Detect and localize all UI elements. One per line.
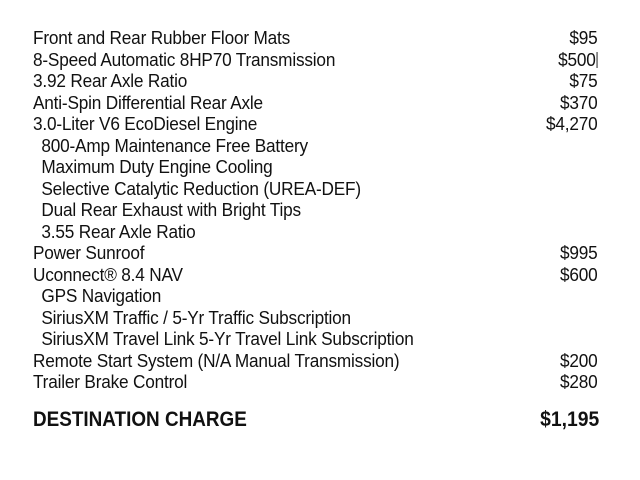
- destination-charge-line: [33, 406, 599, 434]
- option-line: [33, 371, 598, 393]
- option-price: $200: [559, 349, 598, 371]
- included-feature: Dual Rear Exhaust with Bright Tips: [41, 199, 301, 220]
- included-feature-line: [33, 221, 560, 243]
- option-line: [33, 70, 598, 92]
- included-feature: 800-Amp Maintenance Free Battery: [41, 134, 308, 156]
- included-feature: Selective Catalytic Reduction (UREA-DEF): [41, 177, 361, 199]
- option-description: 3.92 Rear Axle Ratio: [33, 70, 188, 91]
- included-feature-line: [33, 135, 560, 157]
- option-line: [33, 113, 598, 135]
- option-description: Trailer Brake Control: [33, 371, 188, 392]
- option-list: [33, 27, 600, 393]
- destination-charge-label: DESTINATION CHARGE: [33, 408, 247, 431]
- option-line: [33, 349, 598, 372]
- option-price: $995: [559, 242, 598, 263]
- option-line: [33, 48, 596, 71]
- included-feature: Maximum Duty Engine Cooling: [41, 156, 273, 177]
- included-feature-line: [33, 328, 560, 350]
- option-price: [558, 49, 597, 71]
- option-price: $280: [559, 371, 598, 392]
- included-feature-line: [33, 156, 560, 178]
- option-price: $600: [559, 263, 598, 285]
- option-price: $370: [559, 91, 598, 113]
- option-description: 8-Speed Automatic 8HP70 Transmission: [33, 48, 336, 70]
- option-description: Remote Start System (N/A Manual Transmission): [33, 349, 400, 371]
- included-feature: SiriusXM Traffic / 5-Yr Traffic Subscription: [41, 306, 351, 328]
- option-price: $95: [569, 27, 598, 48]
- included-feature: GPS Navigation: [41, 285, 162, 306]
- included-feature-line: [33, 285, 560, 307]
- option-description: 3.0-Liter V6 EcoDiesel Engine: [33, 113, 258, 134]
- included-feature-line: [33, 199, 560, 221]
- included-feature: SiriusXM Travel Link 5-Yr Travel Link Subscription: [41, 328, 414, 349]
- included-feature-line: [33, 178, 560, 200]
- included-feature: 3.55 Rear Axle Ratio: [41, 220, 196, 242]
- option-description: Anti-Spin Differential Rear Axle: [33, 91, 263, 113]
- option-line: [33, 263, 598, 286]
- option-price-value: $500: [558, 48, 596, 70]
- option-description: Front and Rear Rubber Floor Mats: [33, 27, 291, 48]
- option-description: Uconnect® 8.4 NAV: [33, 263, 183, 285]
- destination-charge-price: $1,195: [539, 408, 599, 431]
- option-line: [33, 242, 598, 264]
- option-description: Power Sunroof: [33, 242, 145, 263]
- text-cursor-mark: [597, 52, 598, 68]
- option-line: [33, 91, 598, 114]
- option-price: $4,270: [545, 113, 598, 134]
- included-feature-line: [33, 307, 560, 329]
- option-line: [33, 27, 598, 49]
- option-price: $75: [569, 70, 598, 91]
